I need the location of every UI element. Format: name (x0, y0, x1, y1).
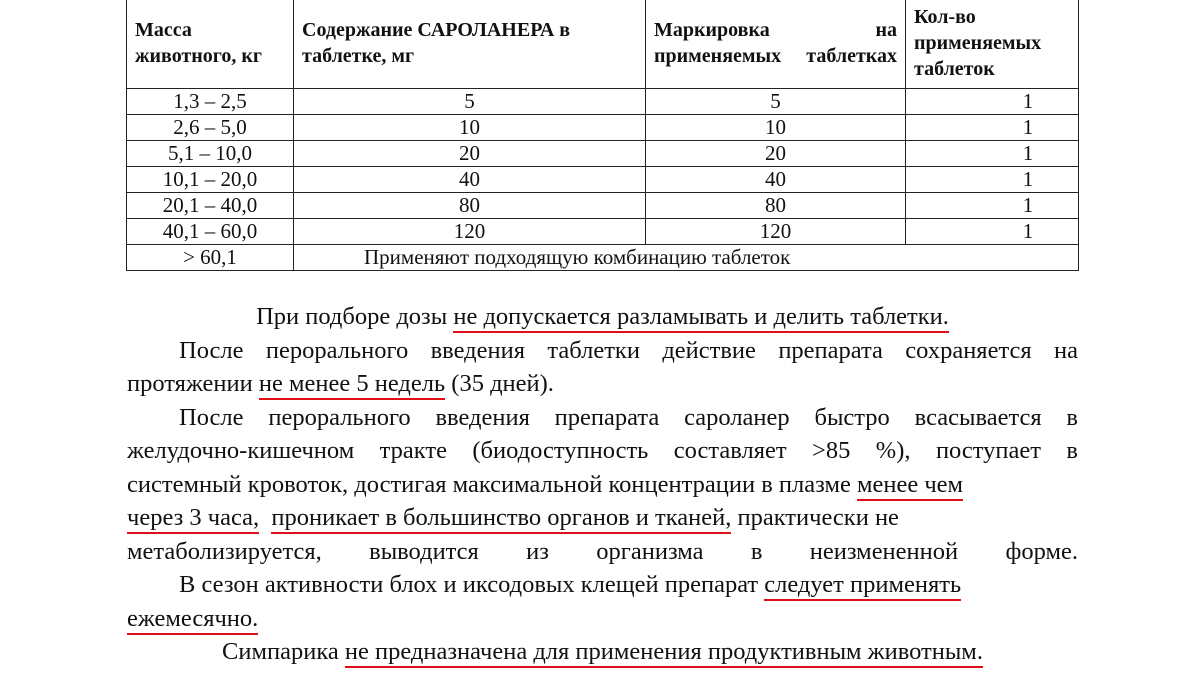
cell-mass: > 60,1 (127, 245, 294, 271)
cell-marking: 120 (646, 219, 906, 245)
cell-count: 1 (906, 89, 1079, 115)
header-content: Содержание САРОЛАНЕРА в таблетке, мг (294, 0, 646, 89)
text-line (127, 501, 1078, 535)
cell-count: 1 (906, 141, 1079, 167)
cell-count: 1 (906, 219, 1079, 245)
text-line (127, 635, 1078, 669)
text-line (127, 367, 1078, 401)
cell-note: Применяют подходящую комбинацию таблеток (294, 245, 1079, 271)
cell-mass: 10,1 – 20,0 (127, 167, 294, 193)
cell-mass: 5,1 – 10,0 (127, 141, 294, 167)
highlighted-text: через 3 часа, (127, 504, 259, 534)
cell-marking: 5 (646, 89, 906, 115)
text: желудочно-кишечном тракте (биодоступность составляет >85 %), поступает в (127, 437, 1078, 464)
header-count: Кол-во применяемых таблеток (906, 0, 1079, 89)
text: После перорального введения препарата сароланер быстро всасывается в (179, 403, 1078, 431)
cell-marking: 20 (646, 141, 906, 167)
cell-content: 120 (294, 219, 646, 245)
cell-content: 10 (294, 115, 646, 141)
table-row (127, 167, 1079, 193)
cell-mass: 40,1 – 60,0 (127, 219, 294, 245)
text-line (127, 334, 1078, 368)
table-row (127, 89, 1079, 115)
highlighted-text: не предназначена для применения продуктивным животным. (345, 638, 983, 668)
cell-content: 80 (294, 193, 646, 219)
highlighted-text: следует применять (764, 571, 961, 601)
header-marking: Маркировка на применяемых таблетках (646, 0, 906, 89)
table-row (127, 245, 1079, 271)
text-line (127, 300, 1078, 334)
header-mass: Масса животного, кг (127, 0, 294, 89)
dosage-table (126, 0, 1079, 271)
text-line (127, 401, 1078, 435)
cell-marking: 10 (646, 115, 906, 141)
cell-content: 20 (294, 141, 646, 167)
cell-marking: 80 (646, 193, 906, 219)
highlighted-text: не менее 5 недель (259, 370, 445, 400)
highlighted-text: менее чем (857, 471, 963, 501)
table-header-row (127, 0, 1079, 89)
text: протяжении (127, 370, 259, 397)
text: После перорального введения таблетки действие препарата сохраняется на (179, 336, 1078, 364)
text: Симпарика (222, 638, 345, 665)
table-row (127, 141, 1079, 167)
text-line (127, 535, 1078, 569)
table-row (127, 115, 1079, 141)
text: метаболизируется, выводится из организма в неизмененной форме. (127, 537, 1078, 565)
text-line (127, 468, 1078, 502)
highlighted-text: не допускается разламывать и делить таблетки. (453, 303, 949, 333)
table-row (127, 193, 1079, 219)
text-line (127, 602, 1078, 636)
highlighted-text: проникает в большинство органов и тканей, (271, 504, 731, 534)
cell-mass: 20,1 – 40,0 (127, 193, 294, 219)
text-line (127, 568, 1078, 602)
cell-marking: 40 (646, 167, 906, 193)
cell-count: 1 (906, 115, 1079, 141)
text: В сезон активности блох и иксодовых клещей препарат (179, 571, 765, 598)
text: (35 дней). (445, 370, 554, 397)
cell-mass: 2,6 – 5,0 (127, 115, 294, 141)
cell-count: 1 (906, 167, 1079, 193)
highlighted-text: ежемесячно. (127, 605, 258, 635)
cell-count: 1 (906, 193, 1079, 219)
cell-content: 5 (294, 89, 646, 115)
text: При подборе дозы (256, 303, 454, 330)
text: практически не (731, 504, 899, 531)
body-text (127, 300, 1078, 669)
text: системный кровоток, достигая максимальной концентрации в плазме (127, 470, 857, 498)
table-row (127, 219, 1079, 245)
text-line (127, 434, 1078, 468)
cell-mass: 1,3 – 2,5 (127, 89, 294, 115)
cell-content: 40 (294, 167, 646, 193)
